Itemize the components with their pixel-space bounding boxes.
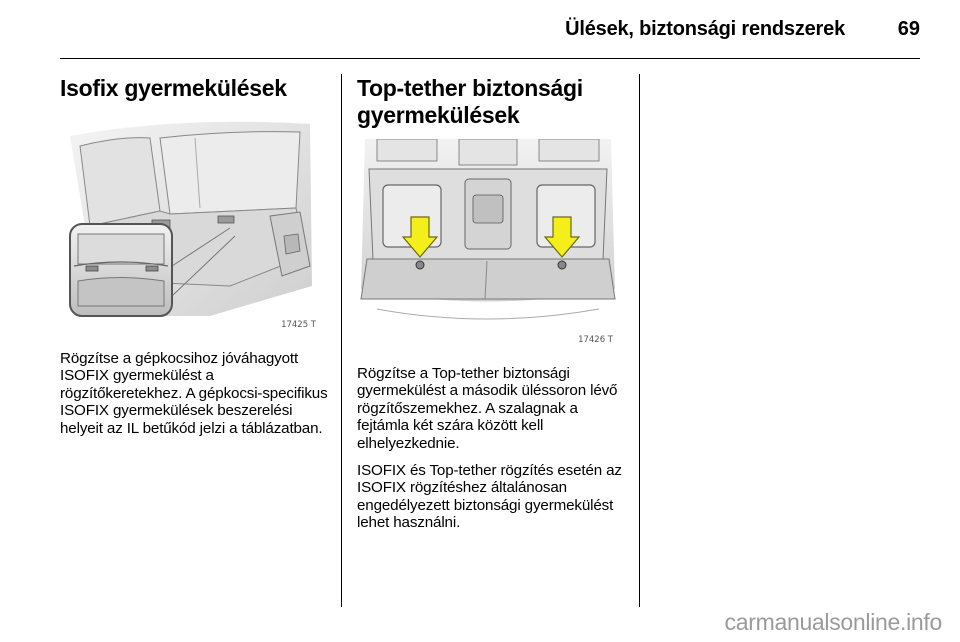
site-watermark[interactable]: carmanualsonline.info (724, 609, 942, 635)
left-column (60, 72, 328, 447)
header-rule (60, 58, 920, 59)
section-heading-isofix: Isofix gyermekülések (60, 75, 287, 101)
top-tether-illustration (357, 139, 617, 347)
isofix-illustration (60, 116, 320, 332)
figure-number-top-tether: 17426 T (578, 335, 613, 345)
top-tether-paragraph-1: Rögzítse a Top-tether biztonsági gyermekülést a második üléssoron lévő rögzítőszemekhez. A szalagnak a fejtámla két szára között kell elhelyezkednie. (357, 365, 618, 452)
page-number: 69 (897, 18, 920, 40)
isofix-paragraph: Rögzítse a gépkocsihoz jóváhagyott ISOFIX gyermekülést a rögzítőkeretekhez. A gépkocsi-specifikus ISOFIX gyermekülések beszerelési helyeit az IL betűkód jelzi a táblázatban. (60, 350, 328, 437)
column-divider-right (639, 74, 640, 607)
figure-number-isofix: 17425 T (281, 320, 316, 330)
column-divider-left (341, 74, 342, 607)
page-title: Ülések, biztonsági rendszerek (565, 18, 845, 40)
section-heading-top-tether: Top-tether biztonsági gyermekülések (357, 75, 583, 128)
right-column (357, 72, 627, 542)
top-tether-seat-drawing (357, 139, 619, 347)
top-tether-paragraph-2: ISOFIX és Top-tether rögzítés esetén az ISOFIX rögzítéshez általánosan engedélyezett biztonsági gyermekülést lehet használni. (357, 462, 622, 532)
isofix-seat-drawing (60, 116, 320, 332)
